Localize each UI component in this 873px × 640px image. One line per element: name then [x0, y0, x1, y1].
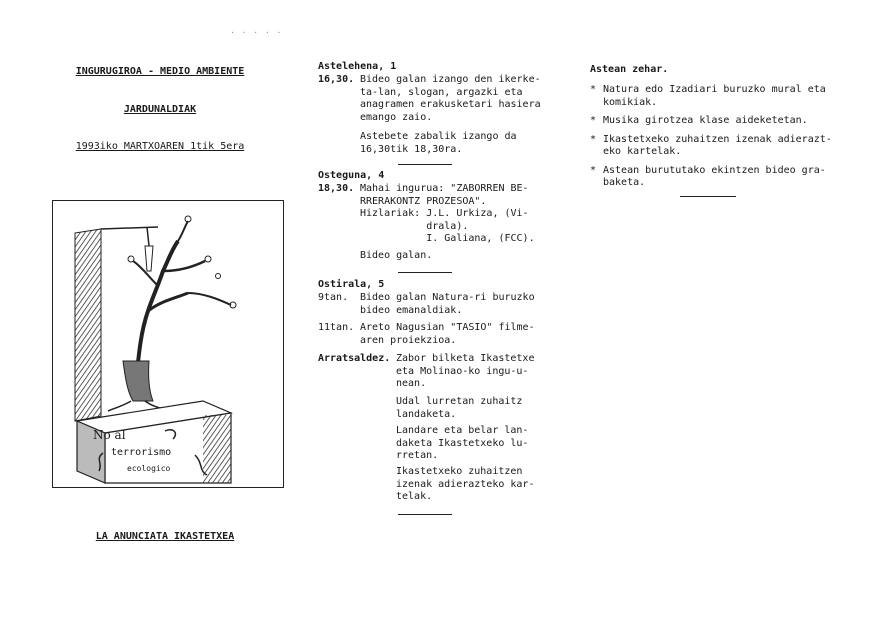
day4-video: Bideo galan.	[360, 250, 433, 261]
day5-text-4: Udal lurretan zuhaitz landaketa.	[396, 396, 523, 420]
day5-text-6: Ikastetxeko zuhaitzen izenak adierazteko kar- telak.	[396, 466, 535, 502]
divider-4	[680, 196, 736, 197]
day5-time-3: Arratsaldez.	[318, 353, 391, 364]
day5-text-2: Areto Nagusian "TASIO" filme- aren proiekzioa.	[360, 322, 535, 346]
sign-line-3: ecologico	[127, 464, 171, 473]
day4-time: 18,30.	[318, 183, 355, 194]
school-name: LA ANUNCIATA IKASTETXEA	[95, 531, 235, 542]
day5-time-2: 11tan.	[318, 322, 355, 333]
day5-heading: Ostirala, 5	[318, 279, 385, 290]
day5-text-1: Bideo galan Natura-ri buruzko bideo emanaldiak.	[360, 292, 535, 316]
illustration	[52, 200, 284, 488]
day4-heading: Osteguna, 4	[318, 170, 385, 181]
bullet-star: *	[590, 115, 597, 126]
divider-3	[398, 514, 452, 515]
subtitle: JARDUNALDIAK	[123, 104, 197, 115]
week-item-2	[590, 115, 850, 128]
week-item-3-text: Ikastetxeko zuhaitzen izenak adierazt- eko kartelak.	[603, 133, 832, 157]
day1-heading: Astelehena, 1	[318, 61, 397, 72]
bullet-star: *	[590, 133, 597, 145]
week-list	[590, 84, 850, 196]
day5-text-3: Zabor bilketa Ikastetxe eta Molinao-ko ingu-u- nean.	[396, 353, 535, 389]
day1-note: Astebete zabalik izango da 16,30tik 18,30ra.	[360, 131, 517, 155]
day1-text: Bideo galan izango den ikerke- ta-lan, slogan, argazki eta anagramen erakusketari hasiera emango zaio.	[360, 74, 541, 123]
divider-2	[398, 272, 452, 273]
sign-line-1: No al	[93, 428, 126, 442]
week-item-3	[590, 134, 850, 159]
bullet-star: *	[590, 84, 597, 95]
week-heading: Astean zehar.	[590, 64, 669, 75]
header-mark: · · · · ·	[230, 28, 283, 37]
week-item-4-text: Astean burututako ekintzen bideo gra- baketa.	[603, 164, 826, 188]
day1-time: 16,30.	[318, 74, 355, 85]
dates: 1993iko MARTXOAREN 1tik 5era	[75, 141, 245, 152]
day4-text: Mahai ingurua: "ZABORREN BE- RRERAKONTZ PROZESOA".	[360, 183, 529, 207]
bullet-star: *	[590, 164, 597, 176]
week-item-2-text: Musika girotzea klase aideketetan.	[603, 115, 808, 126]
sign-line-2: terrorismo	[111, 447, 172, 458]
divider-1	[398, 164, 452, 165]
title: INGURUGIROA - MEDIO AMBIENTE	[75, 66, 245, 77]
tree-illustration	[53, 201, 283, 487]
week-item-1	[590, 84, 850, 109]
day4-speakers: Hizlariak: J.L. Urkiza, (Vi- drala). I. Galiana, (FCC).	[360, 208, 535, 244]
week-item-1-text: Natura edo Izadiari buruzko mural eta komikiak.	[603, 84, 826, 108]
week-item-4	[590, 165, 850, 190]
day5-time-1: 9tan.	[318, 292, 349, 303]
day5-text-5: Landare eta belar lan- daketa Ikastetxeko lu- rretan.	[396, 425, 529, 461]
